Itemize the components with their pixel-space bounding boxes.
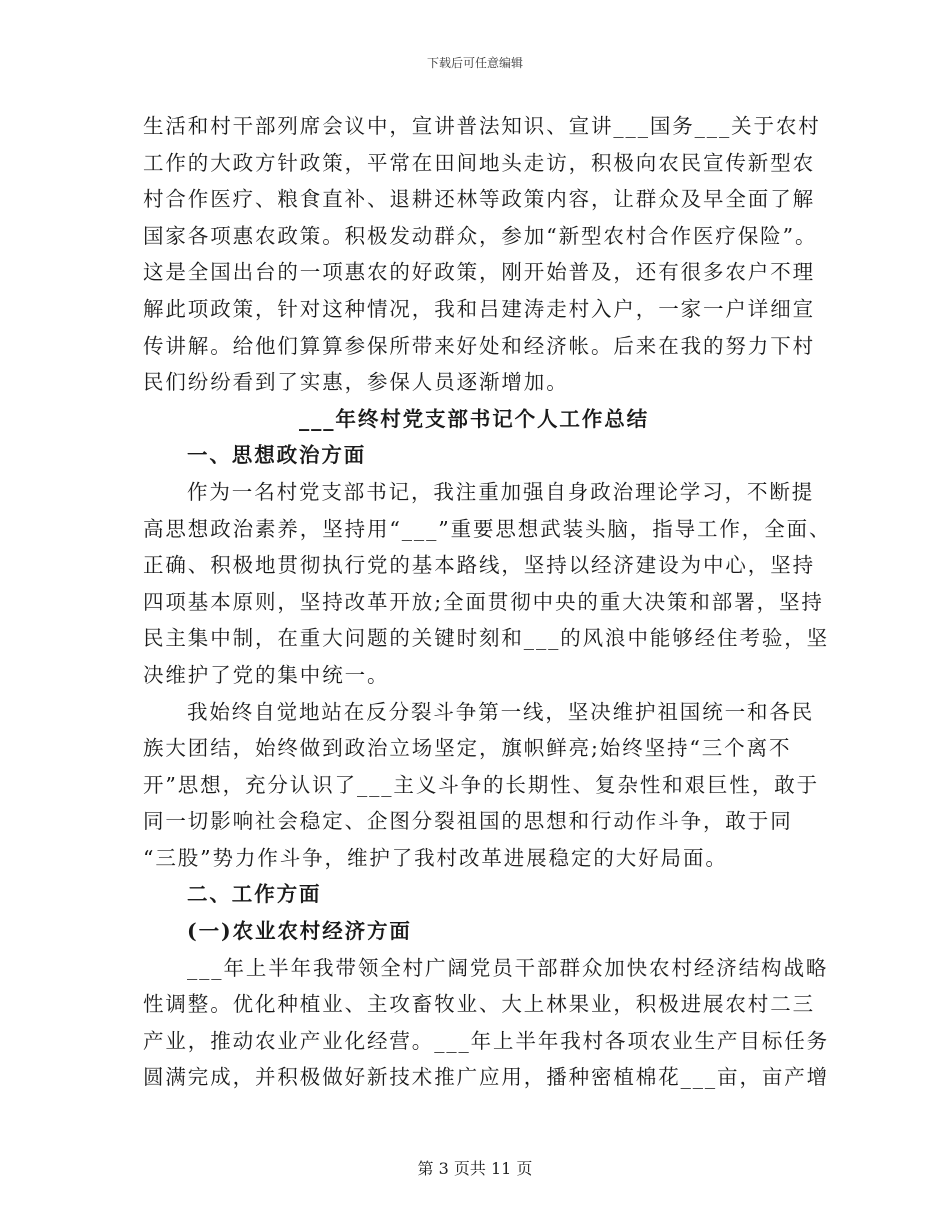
text-line: 解此项政策，针对这种情况，我和吕建涛走村入户，一家一户详细宣 — [143, 296, 815, 321]
text-line: 同一切影响社会稳定、企图分裂祖国的思想和行动作斗争，敢于同 — [143, 809, 793, 834]
section-heading-work: 二、工作方面 — [187, 882, 322, 907]
text-line: 四项基本原则，坚持改革开放;全面贯彻中央的重大决策和部署，坚持 — [143, 589, 824, 614]
document-title: ___年终村党支部书记个人工作总结 — [298, 406, 650, 431]
text-line: 圆满完成，并积极做好新技术推广应用，播种密植棉花___亩，亩产增 — [143, 1065, 830, 1090]
text-line: 这是全国出台的一项惠农的好政策，刚开始普及，还有很多农户不理 — [143, 260, 815, 285]
text-line: 生活和村干部列席会议中，宣讲普法知识、宣讲___国务___关于农村 — [143, 114, 821, 138]
text-line: 正确、积极地贯彻执行党的基本路线，坚持以经济建设为中心，坚持 — [143, 553, 815, 578]
text-line: 产业，推动农业产业化经营。___年上半年我村各项农业生产目标任务 — [143, 1028, 830, 1053]
text-line: 作为一名村党支部书记，我注重加强自身政治理论学习，不断提 — [187, 479, 815, 504]
text-line: 开”思想，充分认识了___主义斗争的长期性、复杂性和艰巨性，敢于 — [143, 772, 820, 797]
text-line: 高思想政治素养，坚持用“___”重要思想武装头脑，指导工作，全面、 — [143, 516, 832, 541]
text-line: 传讲解。给他们算算参保所带来好处和经济帐。后来在我的努力下村 — [143, 333, 815, 358]
document-body — [143, 108, 832, 1096]
text-line: “三股”势力作斗争，维护了我村改革进展稳定的大好局面。 — [143, 845, 728, 870]
text-line: 民们纷纷看到了实惠，参保人员逐渐增加。 — [143, 370, 569, 395]
text-line: 我始终自觉地站在反分裂斗争第一线，坚决维护祖国统一和各民 — [187, 699, 815, 724]
text-line: 决维护了党的集中统一。 — [143, 662, 390, 687]
text-line: 村合作医疗、粮食直补、退耕还林等政策内容，让群众及早全面了解 — [143, 187, 815, 212]
text-line: 族大团结，始终做到政治立场坚定，旗帜鲜亮;始终坚持“三个离不 — [143, 736, 792, 761]
section-heading-ideology: 一、思想政治方面 — [187, 443, 367, 468]
page-number: 第 3 页共 11 页 — [417, 1159, 533, 1178]
page-header: 下载后可任意编辑 — [426, 56, 523, 70]
text-line: 国家各项惠农政策。积极发动群众，参加“新型农村合作医疗保险”。 — [143, 223, 818, 248]
text-line: 工作的大政方针政策，平常在田间地头走访，积极向农民宣传新型农 — [143, 150, 815, 175]
text-line: 性调整。优化种植业、主攻畜牧业、大上林果业，积极进展农村二三 — [143, 992, 815, 1017]
subsection-heading-agriculture: (一)农业农村经济方面 — [187, 919, 412, 944]
text-line: ___年上半年我带领全村广阔党员干部群众加快农村经济结构战略 — [187, 955, 829, 980]
text-line: 民主集中制，在重大问题的关键时刻和___的风浪中能够经住考验，坚 — [143, 626, 830, 651]
